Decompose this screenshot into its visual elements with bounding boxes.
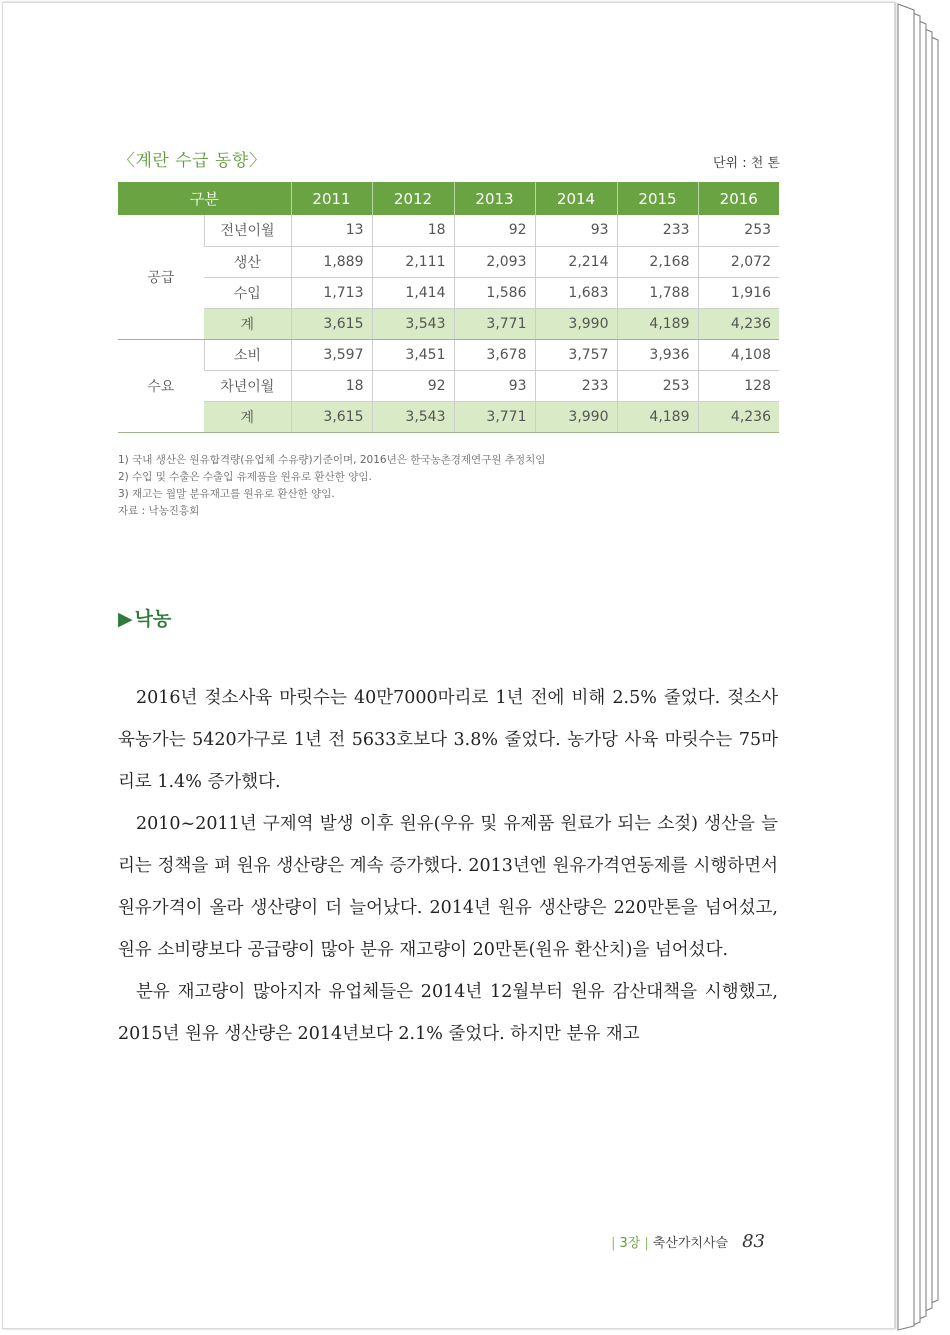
triangle-marker-icon: ▶ [118,608,133,630]
row-label: 전년이월 [204,215,291,246]
table-cell: 1,586 [454,277,535,308]
note-line: 3) 재고는 월말 분유재고를 원유로 환산한 양임. [118,488,335,500]
table-cell: 253 [698,215,779,246]
paragraph: 2016년 젖소사육 마릿수는 40만7000마리로 1년 전에 비해 2.5% 줄었다. 젖소사육농가는 5420가구로 1년 전 5633호보다 3.8% 줄었다. 농가당 사육 마릿수는 75마리로 1.4% 증가했다. [118,688,778,792]
table-cell: 3,543 [372,401,454,432]
table-cell: 3,771 [454,401,535,432]
table-cell: 4,189 [617,308,698,339]
table-cell: 253 [617,370,698,401]
table-unit: 단위 : 천 톤 [712,156,780,171]
body-text [118,677,778,1055]
row-label: 계 [204,308,291,339]
table-cell: 93 [454,370,535,401]
table-cell: 13 [291,215,372,246]
table-cell: 4,189 [617,401,698,432]
table-header-row [118,182,779,215]
table-cell: 3,615 [291,401,372,432]
note-line: 2) 수입 및 수출은 수출입 유제품을 원유로 환산한 양임. [118,471,372,483]
table-cell: 3,936 [617,339,698,370]
table-cell: 2,168 [617,246,698,277]
table-cell: 4,236 [698,308,779,339]
table-cell: 1,683 [535,277,617,308]
table-cell: 233 [617,215,698,246]
table-row [118,401,779,432]
source-line: 자료 : 낙농진흥회 [118,505,200,517]
note-line: 1) 국내 생산은 원유합격량(유업체 수유량)기준이며, 2016년은 한국농촌경제연구원 추정치임 [118,454,546,466]
header-year: 2011 [291,182,372,215]
table-cell: 2,072 [698,246,779,277]
table-row [118,308,779,339]
header-category: 구분 [118,182,291,215]
table-cell: 92 [454,215,535,246]
table-cell: 2,093 [454,246,535,277]
table-cell: 4,236 [698,401,779,432]
header-year: 2014 [535,182,617,215]
table-cell: 3,543 [372,308,454,339]
table-cell: 3,678 [454,339,535,370]
table-notes [118,452,545,520]
table-cell: 3,615 [291,308,372,339]
table-cell: 233 [535,370,617,401]
table-cell: 1,788 [617,277,698,308]
row-label: 소비 [204,339,291,370]
supply-demand-table [118,182,779,433]
row-group-label: 수요 [118,339,204,432]
table-cell: 3,597 [291,339,372,370]
table-row [118,339,779,370]
table-cell: 3,757 [535,339,617,370]
table-cell: 1,889 [291,246,372,277]
table-cell: 2,111 [372,246,454,277]
header-year: 2016 [698,182,779,215]
page-number: 83 [742,1231,765,1252]
paragraph: 2010~2011년 구제역 발생 이후 원유(우유 및 유제품 원료가 되는 소젖) 생산을 늘리는 정책을 펴 원유 생산량은 계속 증가했다. 2013년엔 원유가격연동제를 시행하면서 원유가격이 올라 생산량이 더 늘어났다. 2014년 원유 생산량은 220만톤을 넘어섰고, 원유 소비량보다 공급량이 많아 분유 재고량이 20만톤(원유 환산치)을 넘어섰다. [118,814,778,960]
table-cell: 1,916 [698,277,779,308]
table-cell: 3,771 [454,308,535,339]
table-cell: 93 [535,215,617,246]
table-row [118,277,779,308]
table-cell: 92 [372,370,454,401]
table-cell: 3,990 [535,401,617,432]
table-row [118,215,779,246]
table-cell: 2,214 [535,246,617,277]
table-cell: 1,414 [372,277,454,308]
row-group-label: 공급 [118,215,204,339]
section-title: 낙농 [134,608,172,630]
table-cell: 18 [291,370,372,401]
row-label: 계 [204,401,291,432]
section-heading [118,604,171,631]
header-year: 2013 [454,182,535,215]
table-cell: 1,713 [291,277,372,308]
table-row [118,246,779,277]
paragraph: 분유 재고량이 많아지자 유업체들은 2014년 12월부터 원유 감산대책을 시행했고, 2015년 원유 생산량은 2014년보다 2.1% 줄었다. 하지만 분유 재고 [118,982,778,1044]
table-cell: 3,990 [535,308,617,339]
row-label: 수입 [204,277,291,308]
header-year: 2015 [617,182,698,215]
table-row [118,370,779,401]
table-body [118,215,779,432]
row-label: 생산 [204,246,291,277]
table-cell: 128 [698,370,779,401]
page-footer: | 3장 | 축산가치사슬 83 [611,1231,765,1252]
footer-title: 축산가치사슬 [652,1236,729,1251]
row-label: 차년이월 [204,370,291,401]
table-cell: 3,451 [372,339,454,370]
footer-chapter: 3장 [619,1236,641,1251]
header-year: 2012 [372,182,454,215]
table-cell: 18 [372,215,454,246]
table-title: 〈계란 수급 동향〉 [118,151,267,171]
table-cell: 4,108 [698,339,779,370]
